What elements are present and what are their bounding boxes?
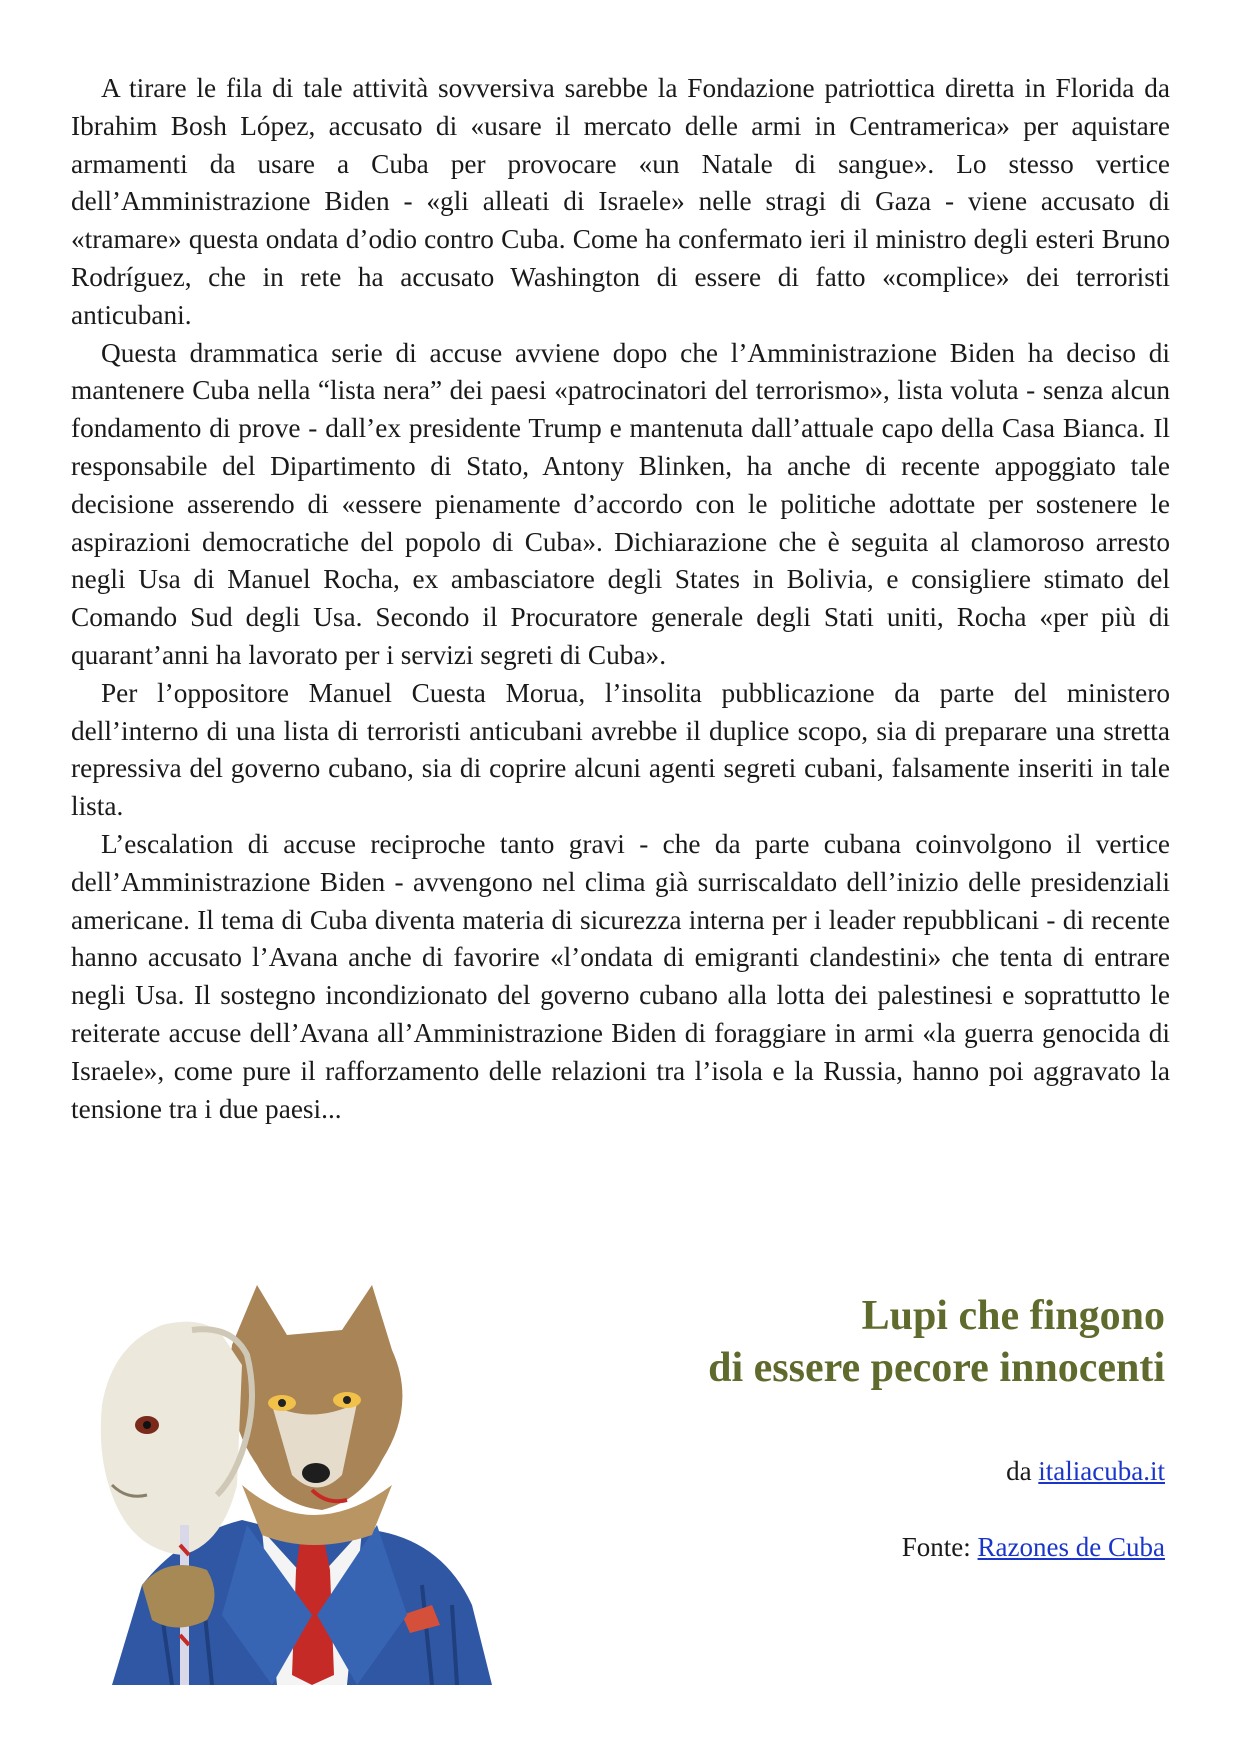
sheep-mask	[101, 1322, 242, 1555]
fonte-credit	[902, 1532, 1165, 1563]
feature-title-line-1: Lupi che fingono	[861, 1293, 1165, 1339]
article-paragraph: Questa drammatica serie di accuse avviene dopo che l’Amministrazione Biden ha deciso di mantenere Cuba nella “lista nera” dei paesi «patrocinatori del terrorismo», lista voluta - senza alcun fondamento di prove - dall’ex presidente Trump e mantenuta dall’attuale capo della Casa Bianca. Il responsabile del Dipartimento di Stato, Antony Blinken, ha anche di recente appoggiato tale decisione asserendo di «essere pienamente d’accordo con le politiche adottate per sostenere le aspirazioni democratiche del popolo di Cuba». Dichiarazione che è seguita al clamoroso arresto negli Usa di Manuel Rocha, ex ambasciatore degli States in Bolivia, e consigliere stimato del Comando Sud degli Usa. Secondo il Procuratore generale degli Stati uniti, Rocha «per più di quarant’anni ha lavorato per i servizi segreti di Cuba».	[71, 337, 1170, 670]
article-body	[71, 70, 1170, 1128]
fonte-prefix: Fonte:	[901, 1532, 971, 1562]
italiacuba-link[interactable]: italiacuba.it	[1038, 1456, 1165, 1486]
feature-title-line-2: di essere pecore innocenti	[708, 1345, 1165, 1391]
source-prefix: da	[1006, 1456, 1032, 1486]
wolf-sheep-mask-illustration	[72, 1285, 517, 1685]
razones-de-cuba-link[interactable]: Razones de Cuba	[977, 1532, 1165, 1562]
article-paragraph: L’escalation di accuse reciproche tanto gravi - che da parte cubana coinvolgono il vertice dell’Amministrazione Biden - avvengono nel clima già surriscaldato dell’inizio delle presidenziali americane. Il tema di Cuba diventa materia di sicurezza interna per i leader repubblicani - di recente hanno accusato l’Avana anche di favorire «l’ondata di emigranti clandestini» che tenta di entrare negli Usa. Il sostegno incondizionato del governo cubano alla lotta dei palestinesi e soprattutto le reiterate accuse dell’Avana all’Amministrazione Biden di foraggiare in armi «la guerra genocida di Israele», come pure il rafforzamento delle relazioni tra l’isola e la Russia, hanno poi aggravato la tensione tra i due paesi...	[71, 828, 1170, 1124]
source-credit	[1006, 1456, 1165, 1487]
article-paragraph: Per l’oppositore Manuel Cuesta Morua, l’insolita pubblicazione da parte del ministero dell’interno di una lista di terroristi anticubani avrebbe il duplice scopo, sia di preparare una stretta repressiva del governo cubano, sia di coprire alcuni agenti segreti cubani, falsamente inseriti in tale lista.	[71, 677, 1170, 822]
article-paragraph: A tirare le fila di tale attività sovversiva sarebbe la Fondazione patriottica diretta in Florida da Ibrahim Bosh López, accusato di «usare il mercato delle armi in Centramerica» per aquistare armamenti da usare a Cuba per provocare «un Natale di sangue». Lo stesso vertice dell’Amministrazione Biden - «gli alleati di Israele» nelle stragi di Gaza - viene accusato di «tramare» questa ondata d’odio contro Cuba. Come ha confermato ieri il ministro degli esteri Bruno Rodríguez, che in rete ha accusato Washington di essere di fatto «complice» dei terroristi anticubani.	[71, 73, 1170, 330]
feature-title	[525, 1290, 1165, 1394]
